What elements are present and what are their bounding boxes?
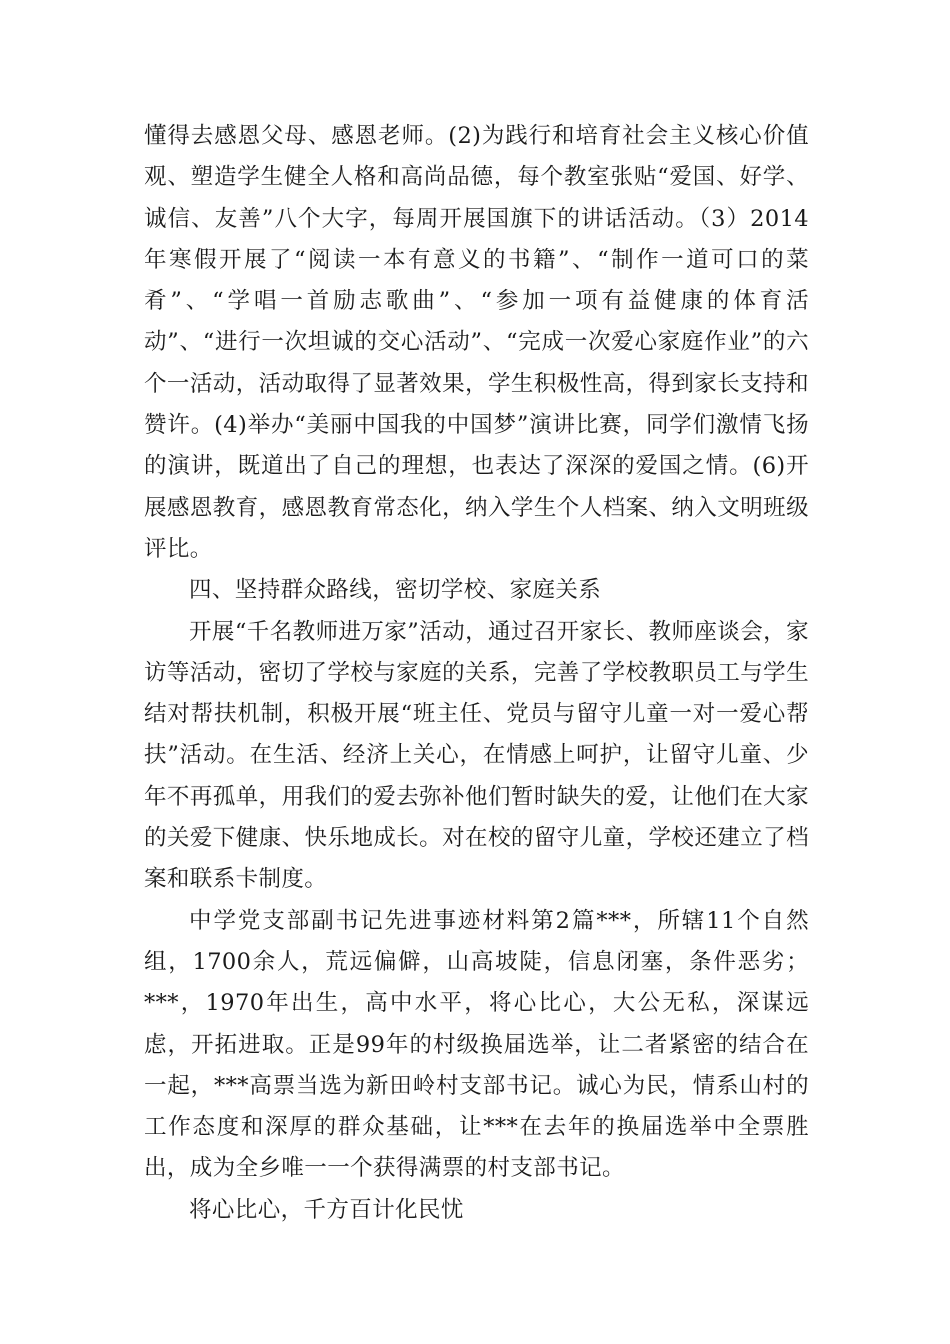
- paragraph-home-visits: 开展“千名教师进万家”活动，通过召开家长、教师座谈会，家访等活动，密切了学校与家庭的关系，完善了学校教职员工与学生结对帮扶机制，积极开展“班主任、党员与留守儿童一对一爱心帮扶”活动。在生活、经济上关心，在情感上呵护，让留守儿童、少年不再孤单，用我们的爱去弥补他们暂时缺失的爱，让他们在大家的关爱下健康、快乐地成长。对在校的留守儿童，学校还建立了档案和联系卡制度。: [144, 618, 809, 893]
- paragraph-party-secretary: 中学党支部副书记先进事迹材料第2篇***，所辖11个自然组，1700余人，荒远偏僻，山高坡陡，信息闭塞，条件恶劣；***，1970年出生，高中水平，将心比心，大公无私，深谋远虑，开拓进取。正是99年的村级换届选举，让二者紧密的结合在一起，***高票当选为新田岭村支部书记。诚心为民，情系山村的工作态度和深厚的群众基础，让***在去年的换届选举中全票胜出，成为全乡唯一一个获得满票的村支部书记。: [144, 907, 809, 1182]
- paragraph-activities: 懂得去感恩父母、感恩老师。(2)为践行和培育社会主义核心价值观、塑造学生健全人格和高尚品德，每个教室张贴“爱国、好学、诚信、友善”八个大字，每周开展国旗下的讲话活动。（3）2014年寒假开展了“阅读一本有意义的书籍”、“制作一道可口的菜肴”、“学唱一首励志歌曲”、“参加一项有益健康的体育活动”、“进行一次坦诚的交心活动”、“完成一次爱心家庭作业”的六个一活动，活动取得了显著效果，学生积极性高，得到家长支持和赞许。(4)举办“美丽中国我的中国梦”演讲比赛，同学们激情飞扬的演讲，既道出了自己的理想，也表达了深深的爱国之情。(6)开展感恩教育，感恩教育常态化，纳入学生个人档案、纳入文明班级评比。: [144, 123, 809, 562]
- section-heading-mass-line: 四、坚持群众路线，密切学校、家庭关系: [189, 577, 602, 604]
- document-body: [144, 116, 809, 1231]
- section-heading-people-worries: 将心比心，千方百计化民忧: [189, 1196, 464, 1223]
